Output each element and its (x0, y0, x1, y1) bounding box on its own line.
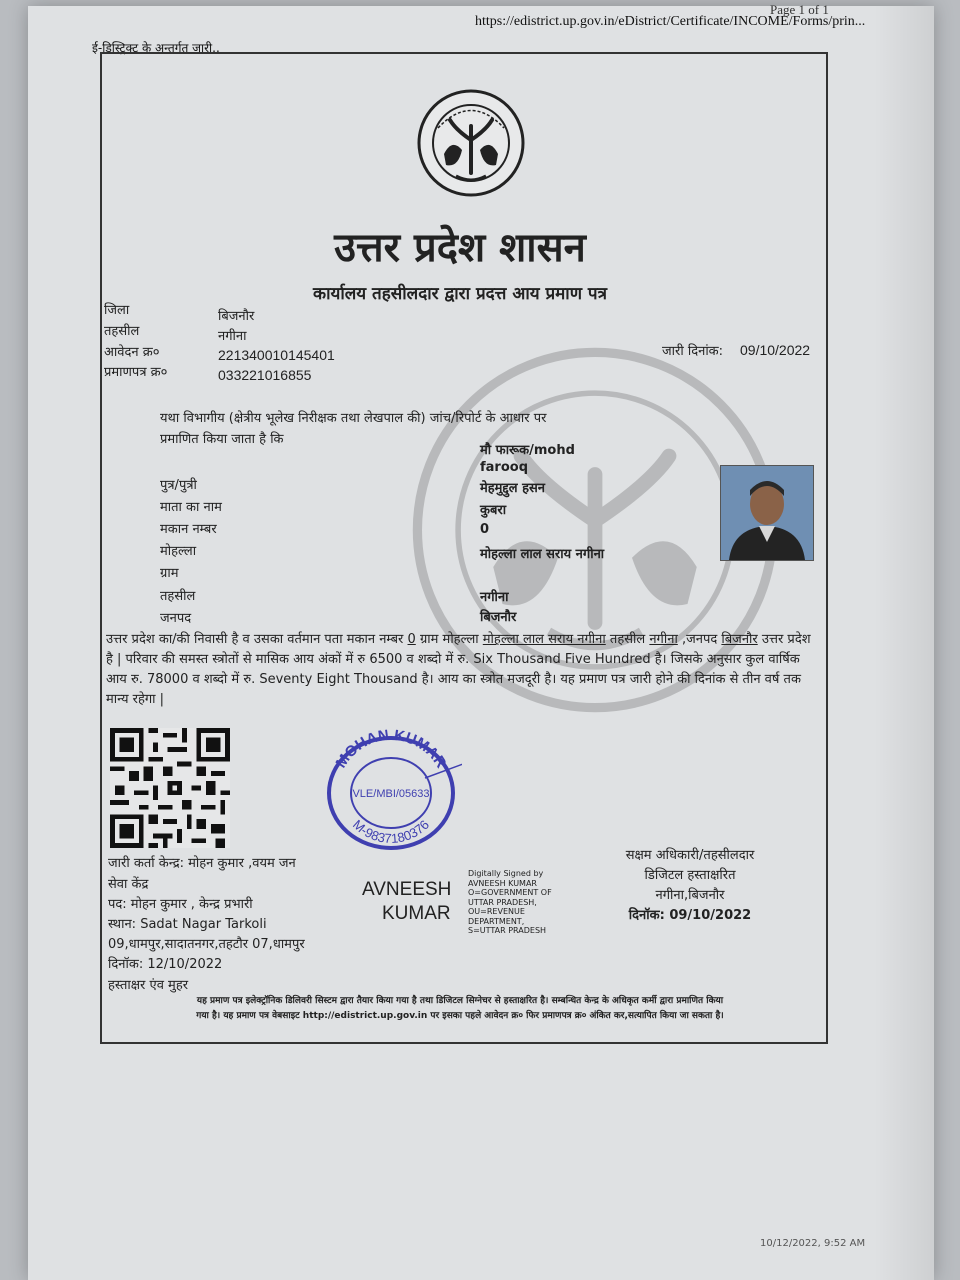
issuer-sign-label: हस्ताक्षर एंव मुहर (108, 978, 189, 993)
certificate-title: कार्यालय तहसीलदार द्वारा प्रदत्त आय प्रमाण पत्र (313, 284, 607, 304)
district-label: जिला (104, 303, 130, 318)
issue-date: 09/10/2022 (740, 342, 811, 358)
issuer-line-1: जारी कर्ता केन्द्र: मोहन कुमार ,वयम जन (108, 856, 296, 871)
intro-line-2: प्रमाणित किया जाता है कि (160, 432, 284, 447)
up-govt-emblem-icon (416, 88, 526, 198)
signer-name-line-2: KUMAR (382, 903, 451, 924)
issue-date-label: जारी दिनांक: (662, 344, 724, 359)
person-tehsil-label: तहसील (160, 589, 196, 604)
person-portrait-icon (721, 466, 813, 560)
qr-code-icon (108, 728, 232, 848)
paper-shadow (874, 6, 934, 1280)
seal-name: MOHAN KUMAR (332, 726, 450, 772)
mohalla-value: मोहल्ला लाल सराय नगीना (480, 547, 605, 562)
certificate-footer: यह प्रमाण पत्र इलेक्ट्रॉनिक डिलिवरी सिस्टम द्वारा तैयार किया गया है तथा डिजिटल सिग्नेचर से हस्ताक्षरित है। सम्बन्धित केन्द्र के अधिकृत कर्मी द्वारा प्रमाणित किया गया है। यह प्रमाण पत्र वेबसाइट http://edistrict.up.gov.in पर इसका पहले आवेदन क्र० फिर प्रमाणपत्र क्र० अंकित कर,सत्यापित किया जा सकता है। (196, 996, 724, 1021)
application-label: आवेदन क्र० (104, 345, 160, 360)
digital-signature-details: Digitally Signed by AVNEESH KUMAR O=GOVERNMENT OF UTTAR PRADESH, OU=REVENUE DEPARTMENT, S=UTTAR PRADESH (468, 869, 552, 935)
father-name: मेहमुद्दुल हसन (480, 481, 545, 496)
person-tehsil-value: नगीना (480, 590, 509, 605)
applicant-photo (720, 465, 814, 561)
government-title: उत्तर प्रदेश शासन (334, 224, 586, 271)
seal-id: VLE/MBI/05633 (352, 788, 430, 800)
village-label: ग्राम (160, 566, 179, 581)
print-timestamp: 10/12/2022, 9:52 AM (760, 1238, 866, 1249)
certificate-number-label: प्रमाणपत्र क्र० (104, 365, 168, 380)
district-value: बिजनौर (218, 309, 255, 324)
person-district-label: जनपद (160, 611, 192, 626)
relation-label: पुत्र/पुत्री (160, 478, 197, 493)
header-note: ई-डिस्ट्रिक्ट के अन्तर्गत जारी.. (92, 41, 220, 55)
issuer-line-4: स्थान: Sadat Nagar Tarkoli (108, 917, 267, 932)
mohan-kumar-seal (320, 723, 462, 851)
issuer-line-2: सेवा केंद्र (108, 877, 149, 892)
mother-label: माता का नाम (160, 500, 222, 515)
application-number: 221340010145401 (218, 347, 335, 363)
mohalla-label: मोहल्ला (160, 544, 197, 559)
issuer-line-5: 09,धामपुर,सादातनगर,तहटौर 07,धामपुर (108, 937, 305, 952)
person-name-line-1: मौ फारूक/mohd (480, 443, 575, 458)
tehsil-value: नगीना (218, 329, 247, 344)
signer-name-line-1: AVNEESH (362, 879, 452, 900)
person-name-line-2: farooq (480, 460, 529, 475)
tehsil-label: तहसील (104, 324, 140, 339)
income-statement: उत्तर प्रदेश का/की निवासी है व उसका वर्तमान पता मकान नम्बर 0 ग्राम मोहल्ला मोहल्ला लाल सराय नगीना तहसील नगीना ,जनपद बिजनौर उत्तर प्रदेश है | परिवार की समस्त स्त्रोतों से मासिक आय अंकों में रु 6500 व शब्दो में रु. Six Thousand Five Hundred है। जिसके अनुसार कुल वार्षिक आय रु. 78000 व शब्दो में रु. Seventy Eight Thousand है। आय का स्त्रोत मजदूरी है। यह प्रमाण पत्र जारी होने की दिनांक से तीन वर्ष तक मान्य रहेगा | (106, 632, 811, 707)
authority-block: सक्षम अधिकारी/तहसीलदार डिजिटल हस्ताक्षरित नगीना,बिजनौर दिनॉक: 09/10/2022 (625, 848, 755, 923)
certificate-number: 033221016855 (218, 367, 312, 383)
issuer-date: दिनॉक: 12/10/2022 (108, 957, 223, 972)
issuer-line-3: पद: मोहन कुमार , केन्द्र प्रभारी (108, 897, 253, 912)
page-indicator: Page 1 of 1 (770, 2, 829, 17)
house-number: 0 (480, 522, 490, 537)
intro-line-1: यथा विभागीय (क्षेत्रीय भूलेख निरीक्षक तथा लेखपाल की) जांच/रिपोर्ट के आधार पर (160, 411, 547, 426)
house-label: मकान नम्बर (160, 522, 217, 537)
person-district-value: बिजनौर (480, 610, 517, 625)
print-url: https://edistrict.up.gov.in/eDistrict/Certificate/INCOME/Forms/prin... (475, 14, 866, 29)
seal-mobile: M-9837180376 (349, 816, 433, 846)
mother-name: कुबरा (480, 503, 507, 518)
